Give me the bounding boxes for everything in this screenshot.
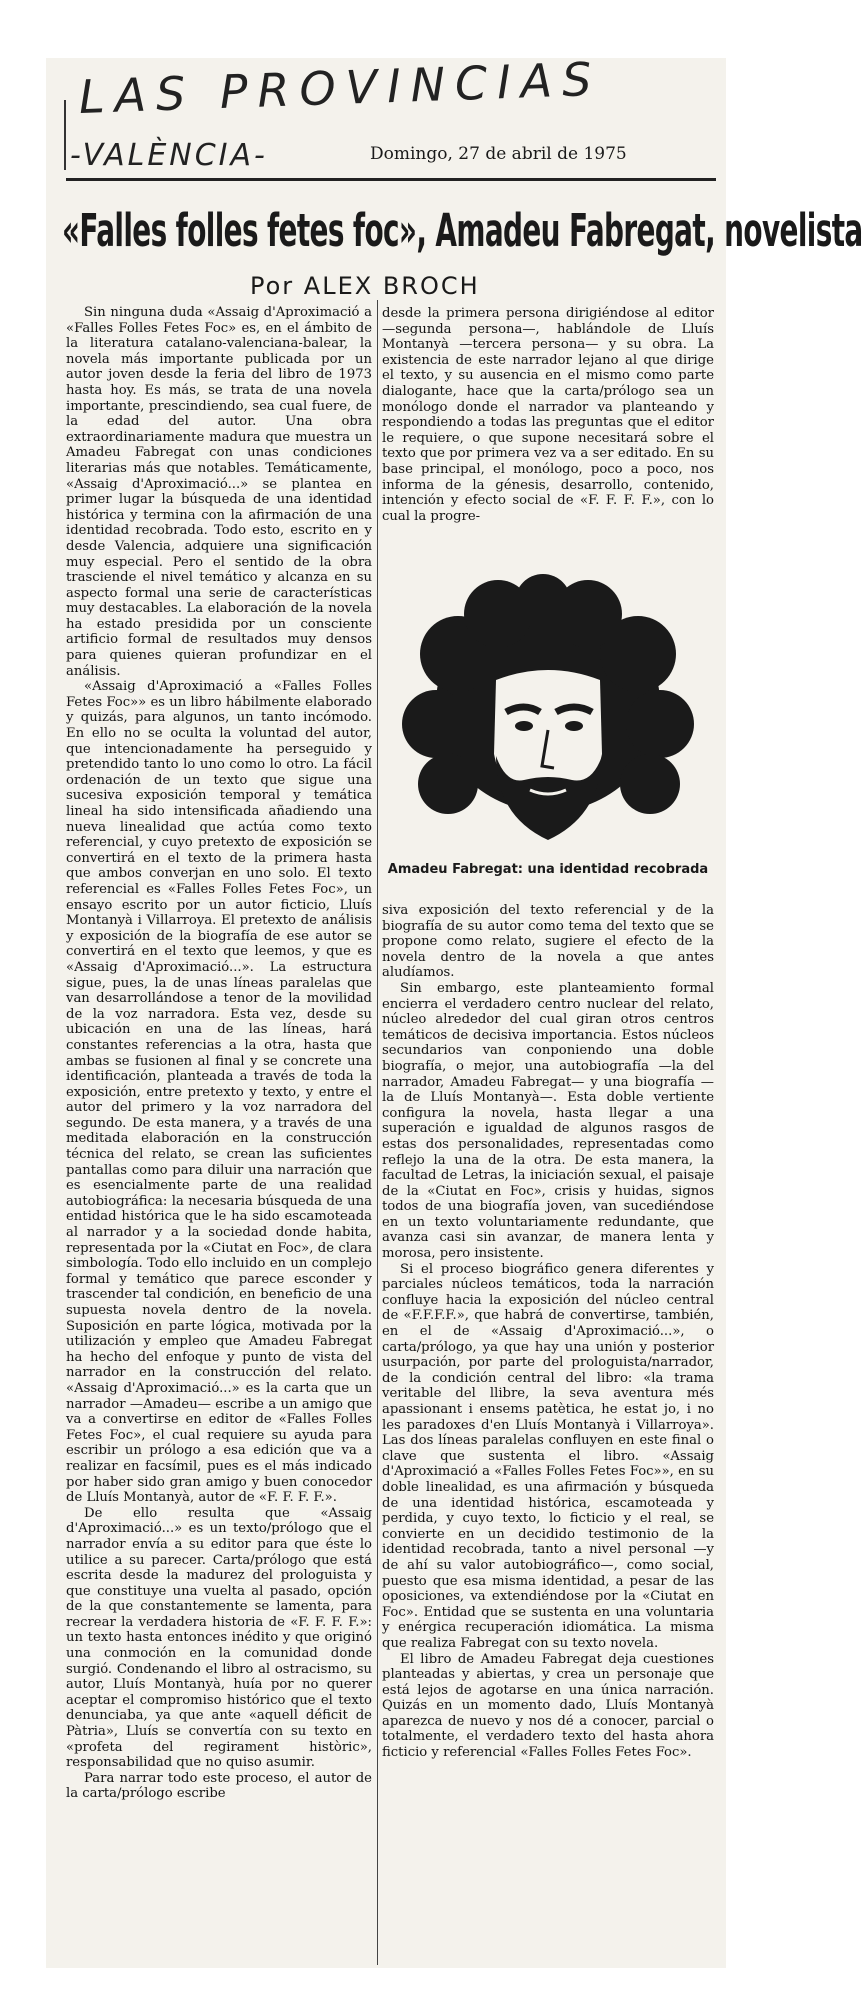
- article-headline: «Falles folles fetes foc», Amadeu Fabregat, novelista: [62, 204, 863, 257]
- paragraph: desde la primera persona dirigiéndose al editor —segunda persona—, hablándole de Lluís Montanyà —tercera persona— y su obra. La existencia de este narrador lejano al que dirige el texto, y su ausencia en el mismo como parte dialogante, hace que la carta/prólogo sea un monólogo donde el narrador va planteando y respondiendo a todas las preguntas que el editor le requiere, o que supone necesitará sobre el texto que por primera vez va a ser editado. En su base principal, el monólogo, poco a poco, nos informa de la génesis, desarrollo, contenido, intención y efecto social de «F. F. F. F.», con lo cual la progre-: [382, 306, 714, 524]
- column-divider: [377, 300, 378, 1965]
- author-portrait: [388, 584, 708, 854]
- publication-date: Domingo, 27 de abril de 1975: [370, 144, 627, 164]
- paragraph: Sin ninguna duda «Assaig d'Aproximació a «Falles Folles Fetes Foc» es, en el ámbito de la literatura catalano-valenciana-balear, la novela más importante publicada por un autor joven desde la feria del libro de 1973 hasta hoy. Es más, se trata de una novela importante, prescindiendo, sea cual fuere, de la edad del autor. Una obra extraordinariamente madura que muestra un Amadeu Fabregat con unas condiciones literarias más que notables. Temáticamente, «Assaig d'Aproximació...» se plantea en primer lugar la búsqueda de una identidad histórica y termina con la afirmación de una identidad recobrada. Todo esto, escrito en y desde Valencia, adquiere una significación muy especial. Pero el sentido de la obra trasciende el nivel temático y alcanza en su aspecto formal una serie de características muy destacables. La elaboración de la novela ha estado presidida por un consciente artificio formal de resultados muy densos para quienes quieran profundizar en el análisis.: [66, 305, 372, 679]
- photo-caption: Amadeu Fabregat: una identidad recobrada: [387, 862, 709, 877]
- right-column-bottom: [382, 903, 714, 1761]
- article-byline: Por ALEX BROCH: [250, 272, 480, 300]
- paragraph: Para narrar todo este proceso, el autor de la carta/prólogo escribe: [66, 1770, 372, 1802]
- paragraph: Si el proceso biográfico genera diferentes y parciales núcleos temáticos, toda la narración confluye hacia la exposición del núcleo central de «F.F.F.F.», que habrá de convertirse, también, en el de «Assaig d'Aproximació...», o carta/prólogo, ya que hay una unión y posterior usurpación, por parte del prologuista/narrador, de la condición central del libro: «la trama veritable del llibre, la seva aventura més apassionant i ensems patètica, he estat jo, i no les paradoxes d'en Lluís Montanyà i Villarroya». Las dos líneas paralelas confluyen en este final o clave que sustenta el libro. «Assaig d'Aproximació a «Falles Folles Fetes Foc»», en su doble linealidad, es una afirmación y búsqueda de una identidad histórica, escamoteada y perdida, y cuyo texto, lo ficticio y el real, se convierte en un decidido testimonio de la identidad recobrada, tanto a nivel personal —y de ahí su valor autobiográfico—, como social, puesto que esa misma identidad, a pesar de las oposiciones, va extendiéndose por la «Ciutat en Foc». Entidad que se sustenta en una voluntaria y enérgica recuperación idiomática. La misma que realiza Fabregat con su texto novela.: [382, 1261, 714, 1651]
- paragraph: Sin embargo, este planteamiento formal encierra el verdadero centro nuclear del relato, núcleo alrededor del cual giran otros centros temáticos de decisiva importancia. Estos núcleos secundarios van conponiendo una doble biografía, o mejor, una autobiografía —la del narrador, Amadeu Fabregat— y una biografía —la de Lluís Montanyà—. Esta doble vertiente configura la novela, hasta llegar a una superación e igualdad de algunos rasgos de estas dos personalidades, representadas como reflejo la una de la otra. De esta manera, la facultad de Letras, la iniciación sexual, el paisaje de la «Ciutat en Foc», crisis y huidas, signos todos de una biografía joven, van sucediéndose en un texto voluntariamente redundante, que avanza casi sin avanzar, de manera lenta y morosa, pero insistente.: [382, 980, 714, 1262]
- paragraph: «Assaig d'Aproximació a «Falles Folles Fetes Foc»» es un libro hábilmente elaborado y quizás, para algunos, un tanto incómodo. En ello no se oculta la voluntad del autor, que intencionadamente ha perseguido y pretendido tanto lo uno como lo otro. La fácil ordenación de un texto que sigue una sucesiva exposición temporal y temática lineal ha sido intensificada añadiendo una nueva linealidad que actúa como texto referencial, y cuyo pretexto de exposición se convertirá en el texto de la primera hasta que ambos converjan en uno solo. El texto referencial es «Falles Folles Fetes Foc», un ensayo escrito por un autor ficticio, Lluís Montanyà i Villarroya. El pretexto de análisis y exposición de la biografía de ese autor se convertirá en el texto que leemos, y que es «Assaig d'Aproximació...». La estructura sigue, pues, la de unas líneas paralelas que van desarrollándose a tenor de la movilidad de la voz narradora. Esta vez, desde su ubicación en una de las líneas, hará constantes referencias a la otra, hasta que ambas se fusionen al final y se concrete una identificación, planteada a través de toda la exposición, entre pretexto y texto, y entre el autor del primero y la voz narradora del segundo. De esta manera, y a través de una meditada elaboración en la construcción técnica del relato, se crean las suficientes pantallas como para diluir una narración que es esencialmente parte de una realidad autobiográfica: la necesaria búsqueda de una entidad histórica que le ha sido escamoteada al narrador y a la sociedad donde habita, representada por la «Ciutat en Foc», de clara simbología. Todo ello incluido en un complejo formal y temático que parece esconder y trascender tal condición, en beneficio de una supuesta novela dentro de la novela. Suposición en parte lógica, motivada por la utilización y empleo que Amadeu Fabregat ha hecho del enfoque y punto de vista del narrador en la construcción del relato. «Assaig d'Aproximació...» es la carta que un narrador —Amadeu— escribe a un amigo que va a convertirse en editor de «Falles Folles Fetes Foc», el cual requiere su ayuda para escribir un prólogo a esa edición que va a realizar en facsímil, pues es el más indicado por haber sido gran amigo y buen conocedor de Lluís Montanyà, autor de «F. F. F. F.».: [66, 679, 372, 1506]
- right-column-top: [382, 306, 714, 524]
- left-column: [66, 305, 372, 1802]
- city-label: -VALÈNCIA-: [70, 138, 268, 173]
- paragraph: De ello resulta que «Assaig d'Aproximació...» es un texto/prólogo que el narrador envía a su editor para que éste lo utilice a su parecer. Carta/prólogo que está escrita desde la madurez del prologuista y que constituye una vuelta al pasado, opción de la que constantemente se lamenta, para recrear la verdadera historia de «F. F. F. F.»: un texto hasta entonces inédito y que originó una conmoción en la comunidad donde surgió. Condenando el libro al ostracismo, su autor, Lluís Montanyà, huía por no querer aceptar el compromiso histórico que el texto denunciaba, ya que ante «aquell déficit de Pàtria», Lluís se convertía con su texto en «profeta del regirament històric», responsabilidad que no quiso asumir.: [66, 1505, 372, 1771]
- paragraph: siva exposición del texto referencial y de la biografía de su autor como tema del texto que se propone como relato, sugiere el efecto de la novela dentro de la novela a que antes aludíamos.: [382, 903, 714, 981]
- paragraph: El libro de Amadeu Fabregat deja cuestiones planteadas y abiertas, y crea un personaje que está lejos de agotarse en una única narración. Quizás en un momento dado, Lluís Montanyà aparezca de nuevo y nos dé a conocer, parcial o totalmente, el verdadero texto del hasta ahora ficticio y referencial «Falles Folles Fetes Foc».: [382, 1651, 714, 1761]
- margin-mark: [64, 100, 66, 170]
- top-rule: [66, 178, 716, 181]
- newspaper-name: LAS PROVINCIAS: [78, 51, 603, 124]
